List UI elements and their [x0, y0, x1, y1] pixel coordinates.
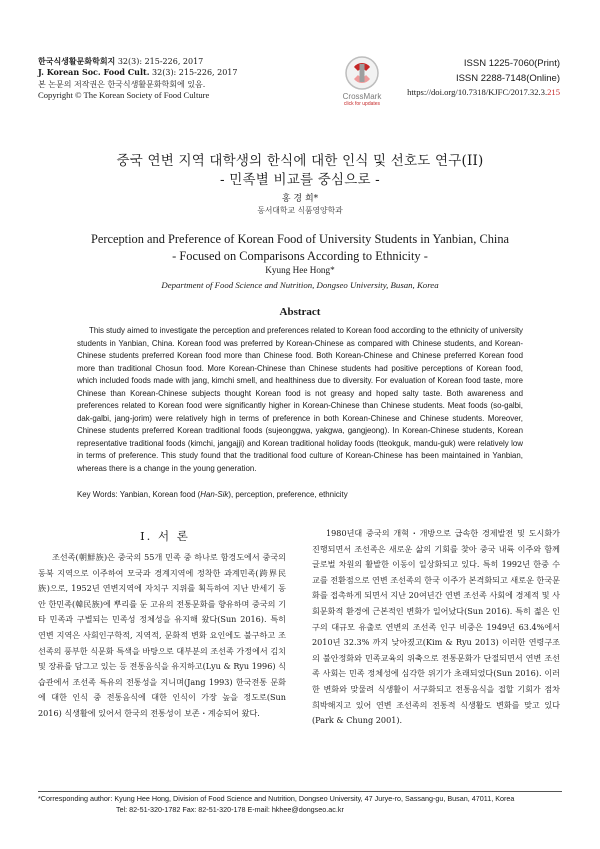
keywords-pre: Yanbian, Korean food ( [119, 490, 201, 499]
keywords [77, 489, 523, 501]
keywords-label: Key Words: [77, 490, 118, 499]
body-column-left: 조선족(朝鮮族)은 중국의 55개 민족 중 하나로 함경도에서 중국의 동북 지역으로 이주하여 모국과 경계지역에 정착한 과계민족(跨界民族)으로, 1952년 연변지역에 자치구 지위를 획득하여 지난 반세기 동안 한민족(韓民族)에 뿌리를 둔 고유의 전통문화를 향유하며 중국의 기타 민족과 구별되는 민족성 정체성을 유지해 왔다(Sun 2016). 특히 연변 지역은 사회인구학적, 지역적, 문화적 변화 요인에도 불구하고 조선족의 풍부한 식문화 특색을 바탕으로 대부분의 조선족 가정에서 김치 및 장류를 담그고 있는 등 전통음식을 유지하고(Lyu & Ryu 1996) 식습관에서 조선족 특유의 전통성을 지니며(Jang 1993) 한국전통 문화에 대한 인식 중 전통음식에 대한 인식이 가장 높을 정도로(Sun 2016) 식생활에 있어서 한국의 전통성이 보존・계승되어 왔다. [38, 552, 286, 718]
doi-link[interactable] [370, 86, 560, 98]
journal-header [38, 56, 268, 101]
section-heading-introduction: I. 서 론 [140, 529, 190, 543]
footnote-line2: Tel: 82-51-320-1782 Fax: 82-51-320-178 E-mail: hkhee@dongseo.ac.kr [116, 805, 344, 814]
issn-print: ISSN 1225-7060(Print) [463, 58, 560, 69]
title-ko: 중국 연변 지역 대학생의 한식에 대한 인식 및 선호도 연구(II) [116, 153, 484, 169]
title-en: Perception and Preference of Korean Food of University Students in Yanbian, China [90, 232, 510, 246]
journal-name-en: J. Korean Soc. Food Cult. [38, 67, 150, 78]
journal-name-ko: 한국식생활문화학회지 [38, 56, 116, 66]
subtitle-en: - Focused on Comparisons According to Ethnicity - [172, 249, 428, 263]
crossmark-sub: click for updates [343, 101, 381, 107]
copyright-ko: 본 논문의 저작권은 한국식생활문화학회에 있음. [38, 79, 206, 89]
affiliation-ko: 동서대학교 식품영양학과 [257, 206, 343, 215]
affiliation-en: Department of Food Science and Nutrition, Dongseo University, Busan, Korea [161, 280, 439, 290]
journal-volume-en: 32(3): 215-226, 2017 [152, 68, 238, 78]
keywords-italic: Han-Sik [200, 490, 229, 499]
doi-page: 215 [547, 87, 560, 97]
corresponding-author-footnote [38, 793, 568, 815]
footnote-line1: *Corresponding author: Kyung Hee Hong, Division of Food Science and Nutrition, Dongseo University, 47 Jurye-ro, Sassang-gu, Busan, 47011, Korea [38, 794, 515, 803]
copyright-en: Copyright © The Korean Society of Food Culture [38, 89, 210, 100]
subtitle-ko: - 민족별 비교를 중심으로 - [220, 172, 380, 188]
footnote-divider [38, 791, 562, 792]
crossmark-label: CrossMark [342, 92, 382, 101]
author-ko: 홍 경 희* [281, 194, 319, 204]
issn-block [370, 56, 560, 98]
abstract-text: This study aimed to investigate the perception and preferences related to Korean food according to the ethnicity of university students in Yanbian, China. Korean food was preferred by Korean-Chinese as compared with Chinese students, and Korean-Chinese students preferred Korean food more than Chinese food. Both Korean-Chinese and Chinese preferred Korean food more than traditional Chosun food. More Korean-Chinese than Chinese students had positive perceptions of Korean food, which included foods made with jang, kimchi smell, and healthiness due to diversity. For evaluation of Korean food taste, more Chinese than Korean-Chinese subjects thought Korean food is not greasy and hoped salty taste. Both awareness and preferences related to Korean food were significantly higher in Korean-Chinese than Chinese students. Meat foods (so-galbi, dak-galbi, jang-jorim) were relatively high in terms of preference in both Korean-Chinese and Chinese students. Moreover, Chinese students preferred Korean traditional foods (sujeonggwa, yakgwa, gangjeong). In Korean-Chinese students, Korean representative traditional foods (kimchi, jangajji) and Korean traditional holiday foods (tteokguk, mandu-guk) were relatively low in terms of preference. This study found that the traditional food culture of Korean-Chinese has been maintained in Yanbian, whereas there is a change in the young generation. [77, 326, 523, 473]
author-en: Kyung Hee Hong* [265, 265, 335, 275]
doi-prefix: https://doi.org/10.7318/KJFC/2017.32.3. [407, 87, 548, 97]
keywords-post: ), perception, preference, ethnicity [228, 490, 348, 499]
abstract-heading: Abstract [279, 306, 321, 318]
issn-online: ISSN 2288-7148(Online) [455, 73, 560, 84]
body-column-right: 1980년대 중국의 개혁・개방으로 급속한 경제발전 및 도시화가 진행되면서 조선족은 새로운 삶의 기회를 찾아 중국 내륙 이주와 함께 글로벌 차원의 활발한 이동이 일상화되고 있다. 특히 1992년 한중 수교를 전환점으로 연변 조선족의 한국 이주가 본격화되고 새로운 한국문화를 접촉하게 되면서 지난 20여년간 연변 조선족 사회에 경제적 및 사회문화적 환경에 근본적인 변화가 일어났다(Sun 2016). 특히 젊은 인구의 대규모 유출로 연변의 조선족 인구 비중은 1949년 63.4%에서 2010년 32.3% 까지 낮아졌고(Kim & Ryu 2013) 이러한 연령구조의 불안정화와 민족교육의 위축으로 전통문화가 단절되면서 연변 조선족 사회는 민족 정체성에 심각한 위기가 초래되었다(Sun 2016). 이러한 변화와 맞물려 식생활이 서구화되고 전통음식을 접할 기회가 점차 희박해지고 있어 연변 조선족의 전통적 식생활도 변화를 맞고 있다(Park & Chung 2001). [312, 528, 560, 726]
journal-volume-ko: 32(3): 215-226, 2017 [117, 57, 204, 66]
